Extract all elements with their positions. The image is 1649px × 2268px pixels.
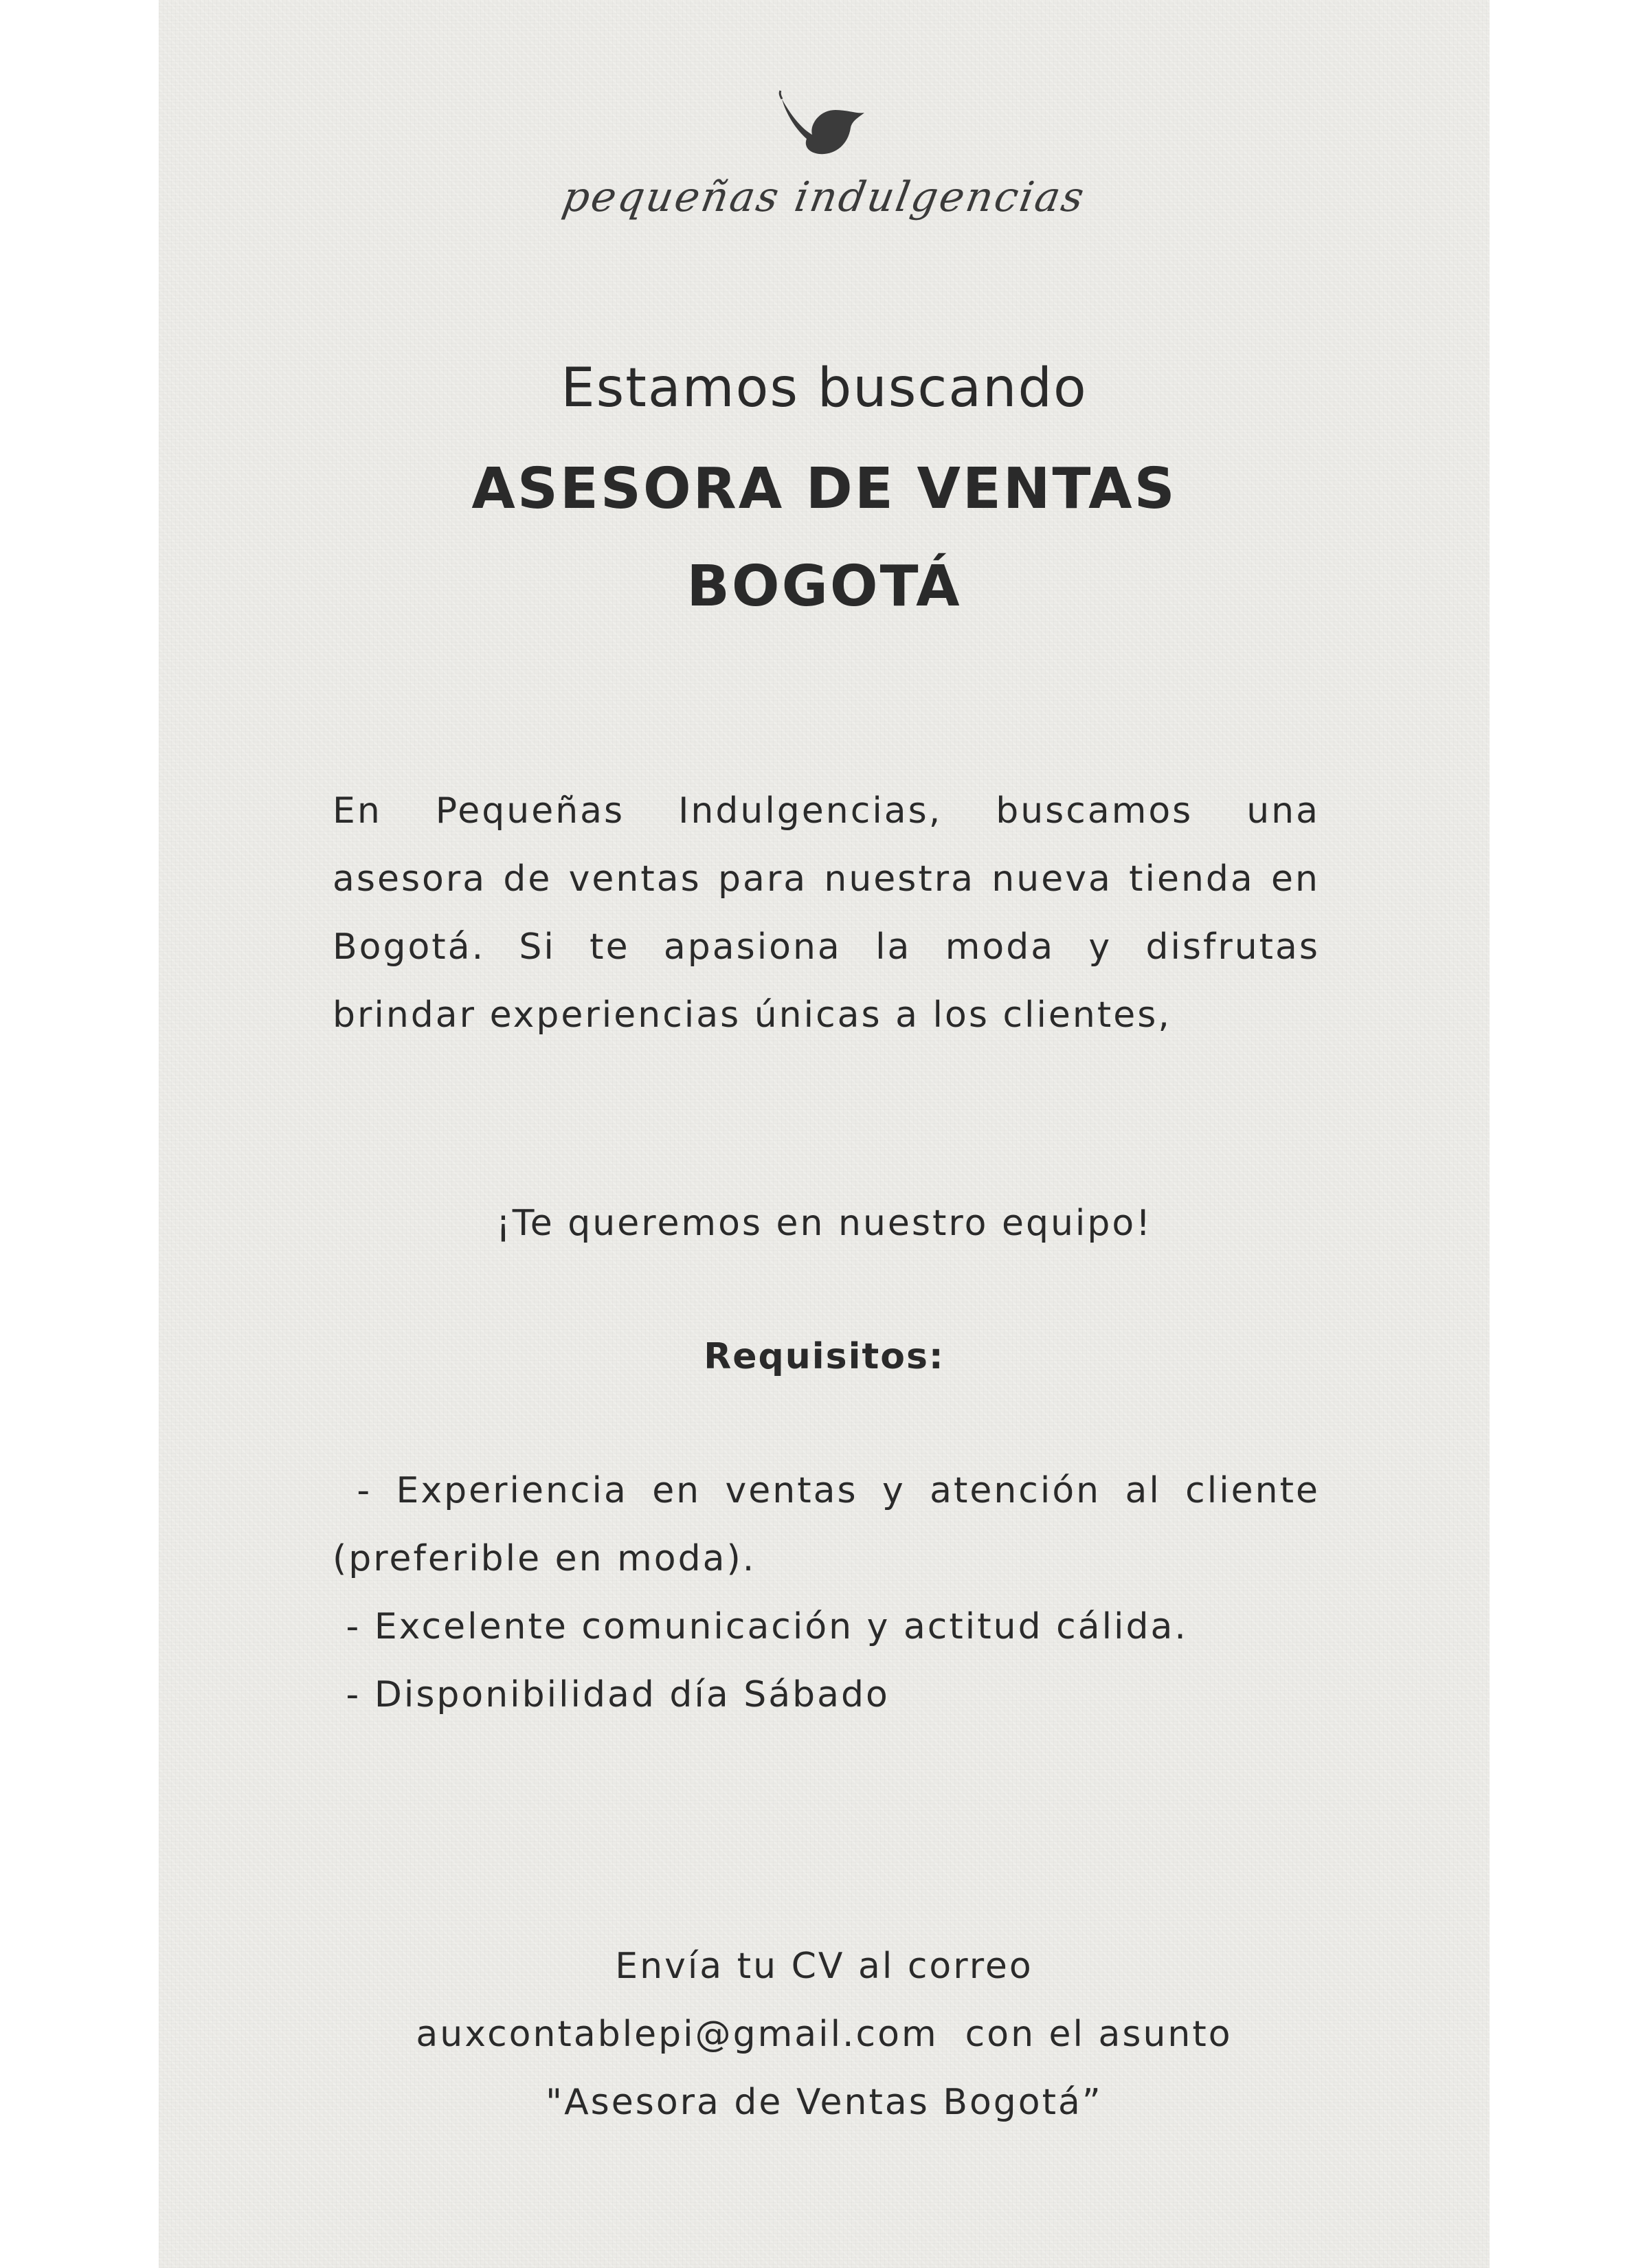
brand-logo bbox=[159, 89, 1490, 165]
requirements-list bbox=[333, 1457, 1334, 1729]
headline-city: BOGOTÁ bbox=[686, 554, 962, 619]
description-paragraph: En Pequeñas Indulgencias, buscamos una asesora de ventas para nuestra nueva tienda en Bogotá. Si te apasiona la moda y disfrutas brindar experiencias únicas a los clientes, bbox=[333, 790, 1320, 1036]
list-item: - Disponibilidad día Sábado bbox=[333, 1674, 890, 1715]
tagline: ¡Te queremos en nuestro equipo! bbox=[495, 1203, 1153, 1244]
requirements-title: Requisitos: bbox=[704, 1336, 945, 1377]
headline-role: ASESORA DE VENTAS bbox=[471, 456, 1177, 522]
list-item: - Excelente comunicación y actitud cálida. bbox=[333, 1606, 1188, 1647]
bird-icon bbox=[776, 89, 873, 165]
job-posting-card bbox=[159, 0, 1490, 2268]
contact-line-2: auxcontablepi@gmail.com con el asunto bbox=[416, 2014, 1233, 2055]
brand-wordmark: pequeñas indulgencias bbox=[559, 173, 1090, 221]
contact-line-3: "Asesora de Ventas Bogotá” bbox=[546, 2082, 1103, 2123]
list-item: - Experiencia en ventas y atención al cliente (preferible en moda). bbox=[333, 1470, 1334, 1579]
contact-block bbox=[159, 1933, 1490, 2137]
contact-line-1: Envía tu CV al correo bbox=[615, 1946, 1033, 1987]
headline-intro: Estamos buscando bbox=[561, 357, 1088, 419]
